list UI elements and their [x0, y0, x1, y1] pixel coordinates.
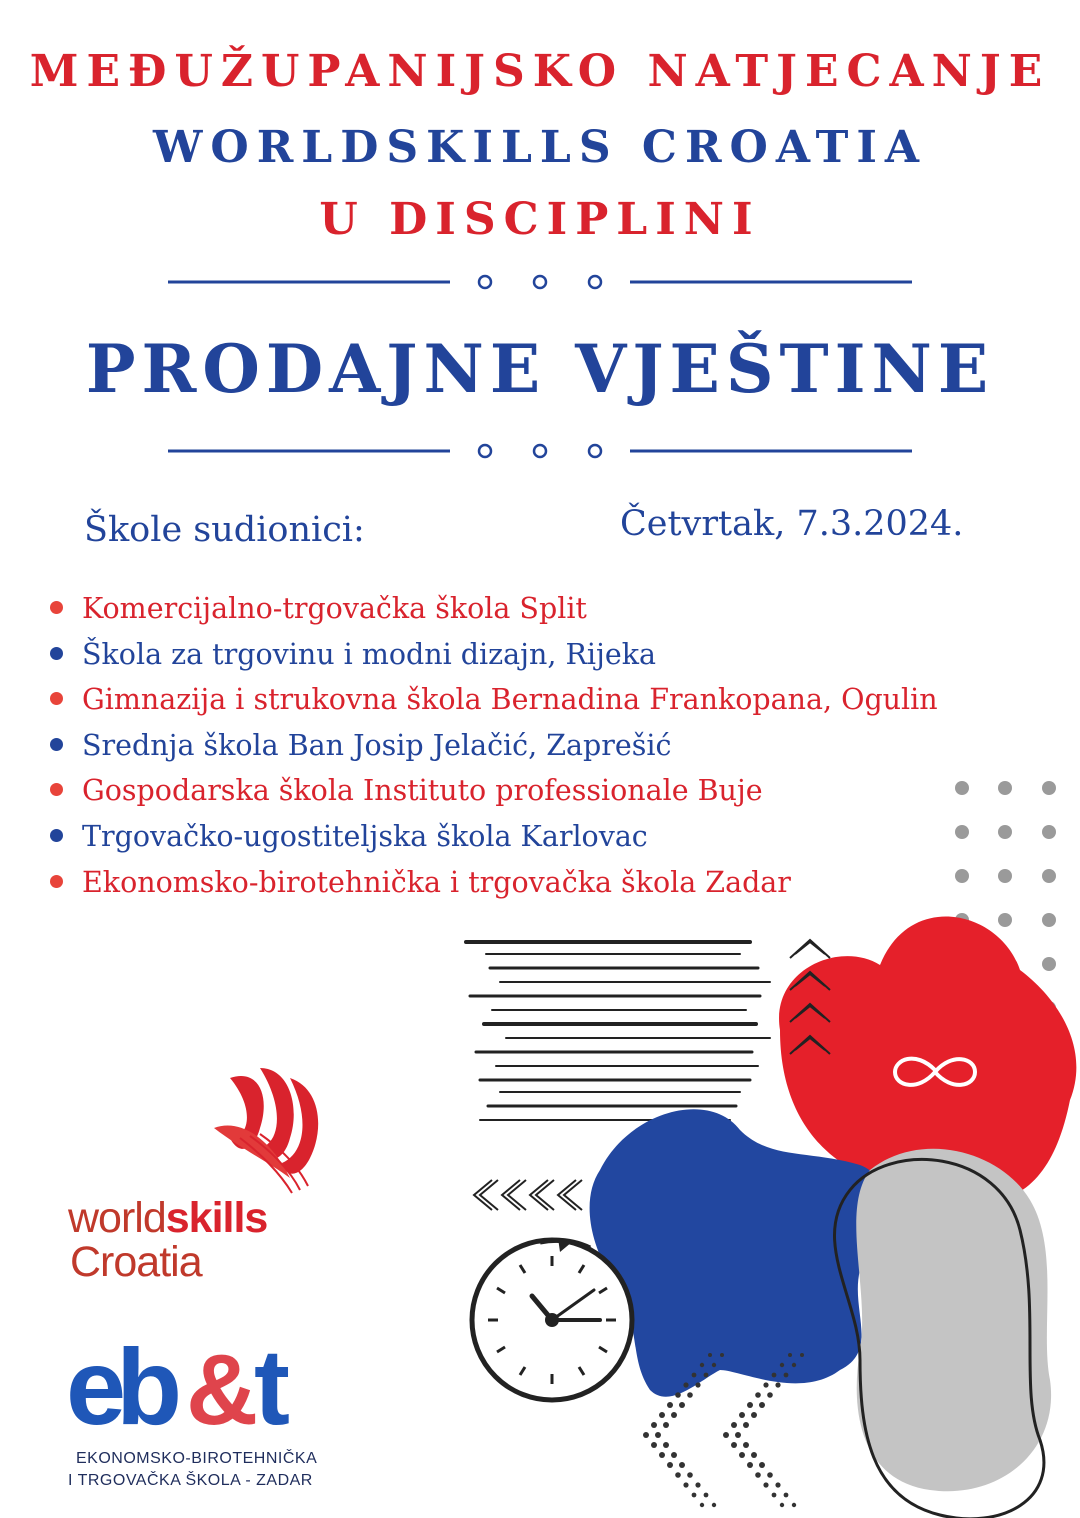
ebt-school-name-line1: EKONOMSKO-BIROTEHNIČKA: [76, 1450, 318, 1467]
school-name: Gimnazija i strukovna škola Bernadina Frankopana, Ogulin: [82, 683, 938, 717]
list-item: [48, 677, 938, 723]
page-title: PRODAJNE VJEŠTINE: [85, 330, 995, 408]
headline-line-2: WORLDSKILLS CROATIA: [152, 122, 928, 173]
bullet-icon: [50, 647, 63, 660]
bullet-icon: [50, 738, 63, 751]
school-name: Trgovačko-ugostiteljska škola Karlovac: [82, 819, 648, 853]
headline-line-3: U DISCIPLINI: [319, 194, 761, 245]
school-name: Srednja škola Ban Josip Jelačić, Zaprešić: [82, 728, 672, 762]
list-item: [48, 723, 938, 769]
headline-line-1: MEĐUŽUPANIJSKO NATJECANJE: [29, 46, 1051, 97]
bullet-icon: [50, 692, 63, 705]
school-name: Komercijalno-trgovačka škola Split: [82, 592, 587, 625]
speed-lines-decoration: [466, 942, 770, 1120]
svg-text:t: t: [254, 1332, 290, 1442]
worldskills-swirl-icon: [200, 1058, 340, 1198]
bullet-icon: [50, 783, 63, 796]
logo-word-world: world: [68, 1194, 166, 1242]
logo-word-skills: skills: [165, 1194, 268, 1242]
divider-bottom: [168, 441, 912, 461]
svg-text:eb: eb: [66, 1332, 173, 1442]
bullet-icon: [50, 875, 63, 888]
list-item: [48, 586, 938, 632]
ebt-school-name-line2: I TRGOVAČKA ŠKOLA - ZADAR: [68, 1472, 313, 1489]
list-item: [48, 632, 938, 678]
schools-label: Škole sudionici:: [84, 510, 365, 550]
worldskills-country: Croatia: [70, 1238, 202, 1286]
worldskills-wordmark: [68, 1194, 267, 1243]
divider-top: [168, 272, 912, 292]
chevron-left-icon: [474, 1180, 582, 1210]
clock-icon: [472, 1238, 632, 1400]
school-name: Gospodarska škola Instituto professionale Buje: [82, 774, 763, 808]
event-date: Četvrtak, 7.3.2024.: [620, 504, 964, 544]
bullet-icon: [50, 829, 63, 842]
gray-blob-shape: [856, 1149, 1051, 1492]
ebt-logo: [66, 1332, 336, 1442]
svg-text:&: &: [186, 1334, 259, 1442]
school-name: Škola za trgovinu i modni dizajn, Rijeka: [82, 637, 656, 671]
decorative-artwork: [440, 770, 1080, 1518]
school-name: Ekonomsko-birotehnička i trgovačka škola Zadar: [82, 865, 791, 899]
bullet-icon: [50, 601, 63, 614]
